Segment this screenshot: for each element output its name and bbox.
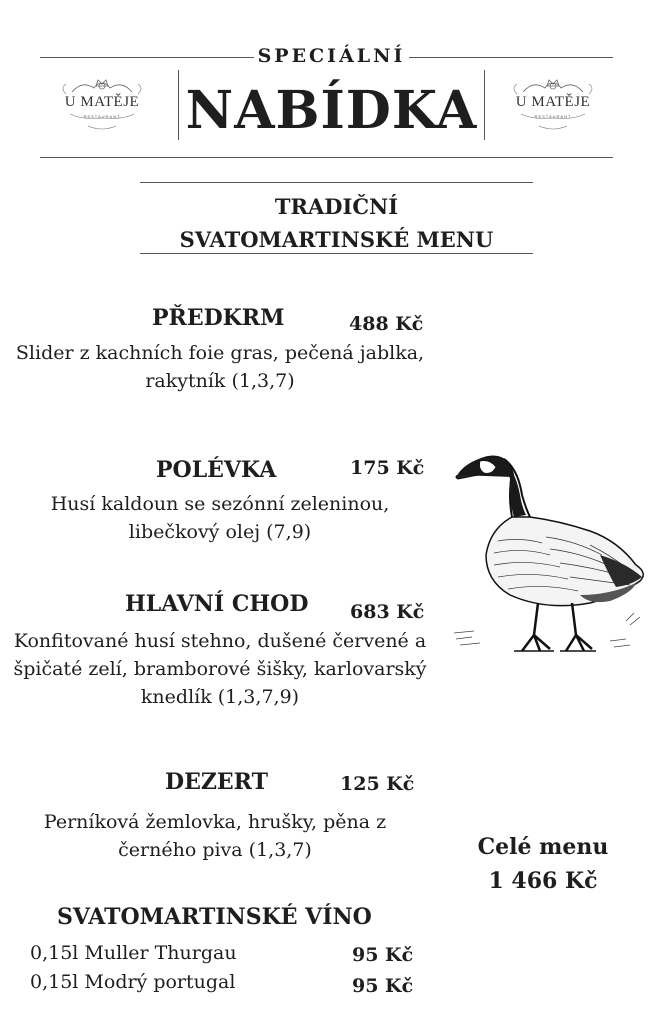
logo-name: U MATĚJE — [515, 94, 591, 110]
goose-illustration-icon — [450, 445, 655, 665]
wine-item-price: 95 Kč — [352, 975, 414, 997]
description-line: Konfitované husí stehno, dušené červené a — [13, 630, 427, 652]
menu-title — [140, 190, 533, 256]
description-line: knedlík (1,3,7,9) — [140, 686, 300, 708]
dessert-price: 125 Kč — [340, 773, 415, 795]
soup-price: 175 Kč — [350, 457, 425, 479]
wine-item-name: 0,15l Modrý portugal — [30, 971, 236, 993]
total-menu — [463, 830, 623, 898]
soup-description — [10, 490, 430, 546]
menu-title-line: TRADIČNÍ — [274, 194, 399, 219]
logo-subtext: RESTAURANT — [83, 114, 121, 119]
description-line: libečkový olej (7,9) — [128, 521, 312, 543]
description-line: špičaté zelí, bramborové šišky, karlovarský — [13, 658, 427, 680]
main-course-heading: HLAVNÍ CHOD — [125, 591, 309, 617]
restaurant-logo-right — [503, 74, 603, 138]
soup-heading: POLÉVKA — [156, 457, 277, 483]
wine-heading: SVATOMARTINSKÉ VÍNO — [57, 904, 372, 930]
menu-title-line: SVATOMARTINSKÉ MENU — [179, 227, 494, 252]
menu-title-top-rule — [140, 182, 533, 183]
wine-item-name: 0,15l Muller Thurgau — [30, 942, 237, 964]
description-line: rakytník (1,3,7) — [145, 370, 295, 392]
menu-title-bottom-rule — [140, 253, 533, 254]
description-line: Husí kaldoun se sezónní zeleninou, — [50, 493, 390, 515]
total-price: 1 466 Kč — [488, 868, 598, 894]
description-line: černého piva (1,3,7) — [118, 839, 312, 861]
wine-item-price: 95 Kč — [352, 944, 414, 966]
starter-price: 488 Kč — [349, 313, 424, 335]
logo-name: U MATĚJE — [64, 94, 140, 110]
main-course-description — [10, 627, 430, 711]
description-line: Perníková žemlovka, hrušky, pěna z — [43, 811, 387, 833]
restaurant-logo-left — [52, 74, 152, 138]
dessert-description — [5, 808, 425, 864]
dessert-heading: DEZERT — [165, 769, 268, 795]
starter-description — [10, 339, 430, 395]
logo-subtext: RESTAURANT — [534, 114, 572, 119]
header-subtitle: SPECIÁLNÍ — [0, 45, 663, 67]
page-title: NABÍDKA — [185, 80, 478, 141]
description-line: Slider z kachních foie gras, pečená jablka, — [15, 342, 425, 364]
starter-heading: PŘEDKRM — [152, 305, 285, 331]
main-course-price: 683 Kč — [350, 601, 425, 623]
total-label: Celé menu — [477, 834, 609, 860]
header-bottom-rule — [40, 157, 613, 158]
